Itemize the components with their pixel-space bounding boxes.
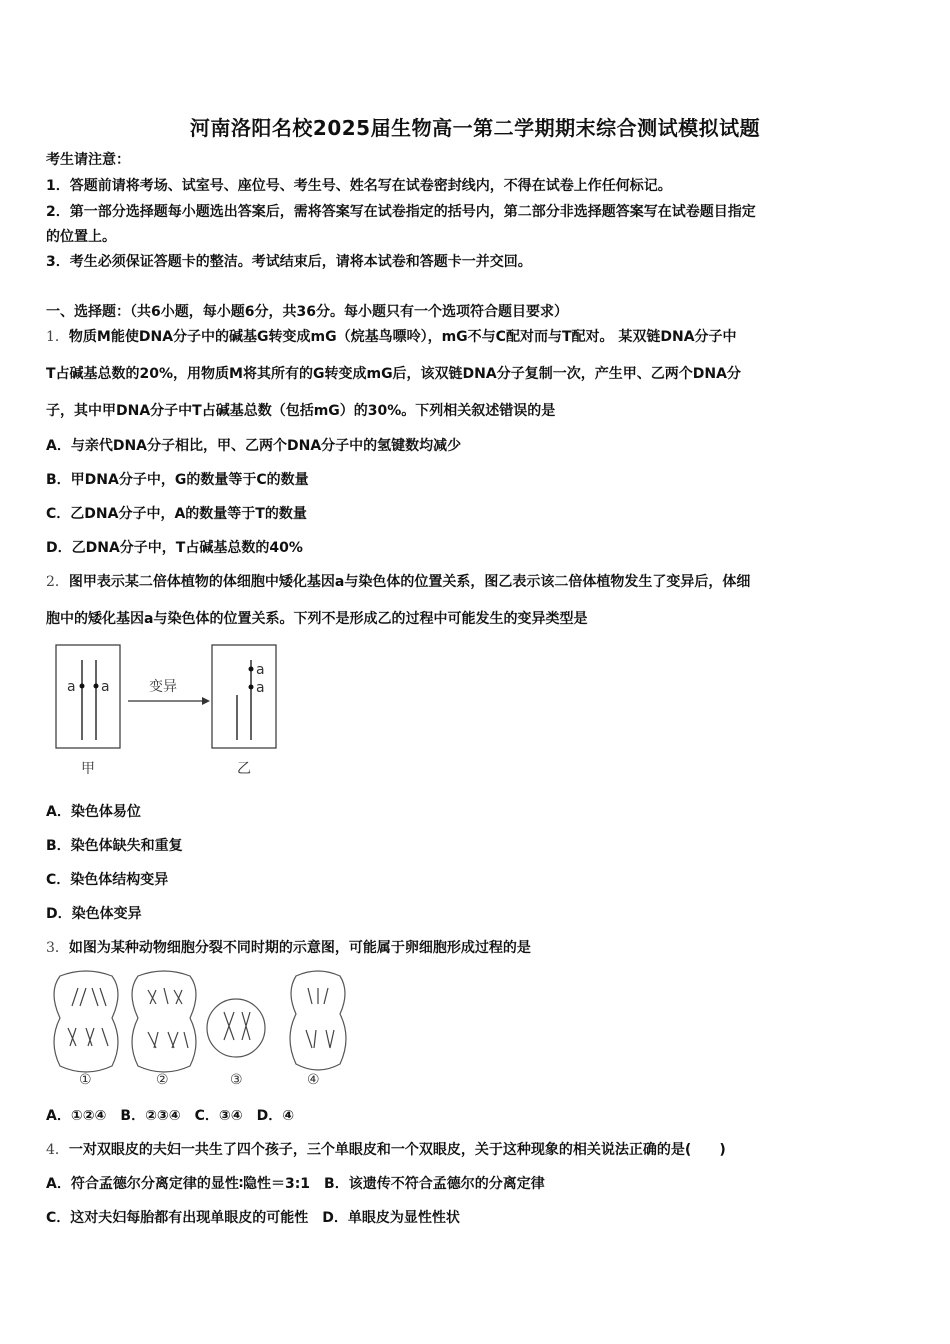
question-text: 一对双眼皮的夫妇一共生了四个孩子，三个单眼皮和一个双眼皮，关于这种现象的相关说法正确的是( ) [68, 1142, 726, 1158]
option-a: A．与亲代DNA分子相比，甲、乙两个DNA分子中的氢键数均减少 [46, 438, 462, 454]
cell-4 [290, 971, 346, 1070]
option-c: C．染色体结构变异 [46, 872, 169, 888]
notice-item: 1．答题前请将考场、试室号、座位号、考生号、姓名写在试卷密封线内，不得在试卷上作任何标记。 [46, 178, 672, 194]
cell-3 [207, 999, 265, 1057]
notice-item: 的位置上。 [46, 229, 116, 245]
notice-heading: 考生请注意： [46, 152, 130, 168]
figure-label-3: ③ [230, 1072, 243, 1088]
question-number: 3． [46, 940, 69, 956]
chromosomes-4-top [308, 988, 328, 1004]
page-title: 河南洛阳名校2025届生物高一第二学期期末综合测试模拟试题 [189, 116, 761, 140]
gene-label: a [101, 679, 110, 695]
notice-item: 2．第一部分选择题每小题选出答案后，需将答案写在试卷指定的括号内，第二部分非选择题答案写在试卷题目指定 [46, 204, 756, 220]
notice-item: 3．考生必须保证答题卡的整洁。考试结束后，请将本试卷和答题卡一并交回。 [46, 254, 532, 270]
gene-label: a [256, 680, 265, 696]
arrow-label: 变异 [149, 679, 177, 695]
chromosomes-4-bottom [306, 1030, 334, 1048]
chromosomes-1-top [72, 988, 106, 1006]
chromosome-variation-figure [46, 640, 296, 785]
cell-2 [132, 971, 196, 1072]
chromosomes-2-bottom [148, 1032, 188, 1048]
gene-locus [249, 667, 254, 672]
chromosomes-3 [224, 1012, 250, 1040]
gene-label: a [256, 662, 265, 678]
options-row: A．①②④ B．②③④ C．③④ D．④ [46, 1108, 295, 1124]
figure-label-2: ② [156, 1072, 169, 1088]
question-1 [46, 327, 737, 347]
option-d: D．染色体变异 [46, 906, 142, 922]
cell-yi [212, 645, 276, 748]
cell-division-figure [46, 966, 351, 1092]
figure-label-1: ① [79, 1072, 92, 1088]
option-a: A．染色体易位 [46, 804, 141, 820]
gene-locus [249, 685, 254, 690]
question-4 [46, 1140, 726, 1160]
question-2 [46, 572, 750, 592]
option-c: C．乙DNA分子中，A的数量等于T的数量 [46, 506, 307, 522]
options-row: A．符合孟德尔分离定律的显性∶隐性＝3:1 B．该遗传不符合孟德尔的分离定律 [46, 1176, 545, 1192]
cell-1 [54, 971, 118, 1072]
question-number: 1． [46, 329, 69, 345]
question-number: 2． [46, 574, 69, 590]
gene-locus [80, 684, 85, 689]
question-3 [46, 938, 531, 958]
option-b: B．甲DNA分子中，G的数量等于C的数量 [46, 472, 309, 488]
question-text: 图甲表示某二倍体植物的体细胞中矮化基因a与染色体的位置关系，图乙表示该二倍体植物发生了变异后，体细 [68, 574, 751, 590]
section-heading: 一、选择题：（共6小题，每小题6分，共36分。每小题只有一个选项符合题目要求） [46, 304, 568, 320]
chromosomes-1-bottom [68, 1028, 108, 1046]
chromosomes-2-top [148, 988, 182, 1004]
question-text: 子，其中甲DNA分子中T占碱基总数（包括mG）的30%。下列相关叙述错误的是 [46, 403, 556, 419]
caption-jia: 甲 [81, 761, 95, 777]
caption-yi: 乙 [237, 761, 251, 777]
arrow-icon [202, 697, 210, 705]
gene-label: a [67, 679, 76, 695]
gene-locus [94, 684, 99, 689]
cell-jia [56, 645, 120, 748]
question-text: 物质M能使DNA分子中的碱基G转变成mG（烷基鸟嘌呤），mG不与C配对而与T配对。 某双链DNA分子中 [68, 329, 737, 345]
question-text: T占碱基总数的20%，用物质M将其所有的G转变成mG后，该双链DNA分子复制一次，产生甲、乙两个DNA分 [46, 366, 741, 382]
option-d: D．乙DNA分子中，T占碱基总数的40% [46, 540, 303, 556]
question-number: 4． [46, 1142, 69, 1158]
options-row: C．这对夫妇每胎都有出现单眼皮的可能性 D．单眼皮为显性性状 [46, 1210, 460, 1226]
option-b: B．染色体缺失和重复 [46, 838, 183, 854]
question-text: 胞中的矮化基因a与染色体的位置关系。下列不是形成乙的过程中可能发生的变异类型是 [46, 611, 588, 627]
figure-label-4: ④ [307, 1072, 320, 1088]
question-text: 如图为某种动物细胞分裂不同时期的示意图，可能属于卵细胞形成过程的是 [68, 940, 531, 956]
